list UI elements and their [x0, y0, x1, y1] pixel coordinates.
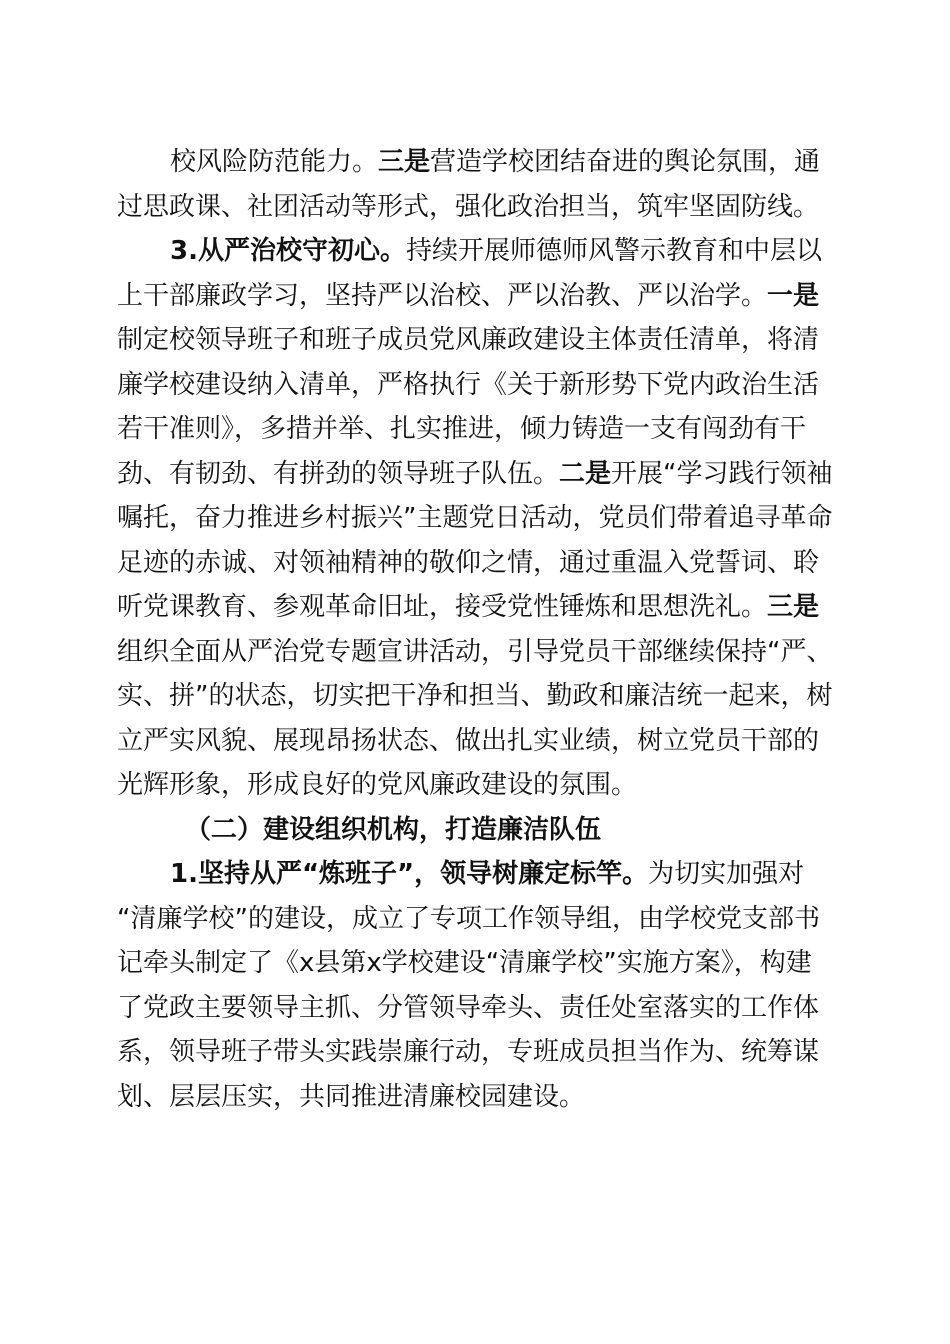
text-line [117, 763, 837, 808]
text-line [117, 1030, 837, 1075]
text-line [117, 585, 837, 630]
text-run: 劲、有韧劲、有拼劲的领导班子队伍。 [117, 458, 560, 489]
document-body [117, 140, 837, 1119]
text-run: 过思政课、社团活动等形式，强化政治担当，筑牢坚固防线。 [117, 191, 820, 222]
text-line [117, 407, 837, 452]
text-run: 上干部廉政学习，坚持严以治校、严以治教、严以治学。 [117, 280, 768, 311]
text-run: 制定校领导班子和班子成员党风廉政建设主体责任清单，将清 [117, 325, 820, 355]
text-line [117, 941, 837, 986]
text-line [117, 229, 837, 274]
text-run: 足迹的赤诚、对领袖精神的敬仰之情，通过重温入党誓词、聆 [117, 547, 820, 578]
bold-text-run: 一是 [767, 280, 820, 311]
text-line [117, 1075, 837, 1120]
text-line [117, 719, 837, 764]
text-run: 记牵头制定了《x县第x学校建设“清廉学校”实施方案》，构建 [117, 948, 812, 978]
text-run: 组织全面从严治党专题宣讲活动，引导党员干部继续保持“严、 [117, 636, 833, 667]
text-run: 划、层层压实，共同推进清廉校园建设。 [117, 1081, 586, 1112]
text-line [117, 897, 837, 942]
text-run: 光辉形象，形成良好的党风廉政建设的氛围。 [117, 770, 638, 800]
text-run: 听党课教育、参观革命旧址，接受党性锤炼和思想洗礼。 [117, 592, 768, 622]
text-run: 若干准则》，多措并举、扎实推进，倾力铸造一支有闯劲有干 [117, 414, 807, 444]
text-line [117, 630, 837, 675]
text-line [117, 808, 837, 853]
text-run: 实、拼”的状态，切实把干净和担当、勤政和廉洁统一起来，树 [117, 681, 833, 711]
bold-text-run: 1.坚持从严“炼班子”，领导树廉定标竿。 [170, 859, 649, 889]
text-line [117, 185, 837, 230]
text-run: 为切实加强对 [648, 859, 805, 889]
text-run: 开展“学习践行领袖 [611, 458, 833, 489]
text-line [117, 674, 837, 719]
text-run: 持续开展师德师风警示教育和中层以 [405, 236, 822, 266]
text-line [117, 496, 837, 541]
bold-text-run: 三是 [767, 592, 820, 622]
text-line [117, 452, 837, 497]
bold-text-run: 三是 [378, 147, 431, 177]
text-line [117, 363, 837, 408]
text-run: 系，领导班子带头实践崇廉行动，专班成员担当作为、统筹谋 [117, 1037, 820, 1067]
text-line [117, 852, 837, 897]
text-line [117, 986, 837, 1031]
text-line [117, 140, 837, 185]
text-line [117, 318, 837, 363]
text-run: “清廉学校”的建设，成立了专项工作领导组，由学校党支部书 [117, 903, 820, 934]
text-run: 校风险防范能力。 [170, 147, 379, 177]
text-run: 立严实风貌、展现昂扬状态、做出扎实业绩，树立党员干部的 [117, 725, 820, 756]
text-run: 了党政主要领导主抓、分管领导牵头、责任处室落实的工作体 [117, 992, 820, 1023]
bold-text-run: 二是 [559, 458, 612, 489]
text-run: 嘱托，奋力推进乡村振兴”主题党日活动，党员们带着追寻革命 [117, 503, 833, 533]
bold-text-run: 3.从严治校守初心。 [170, 236, 406, 266]
text-line [117, 274, 837, 319]
text-run: 营造学校团结奋进的舆论氛围，通 [430, 147, 821, 177]
text-line [117, 541, 837, 586]
bold-text-run: （二）建设组织机构，打造廉洁队伍 [185, 814, 602, 845]
text-run: 廉学校建设纳入清单，严格执行《关于新形势下党内政治生活 [117, 369, 820, 400]
